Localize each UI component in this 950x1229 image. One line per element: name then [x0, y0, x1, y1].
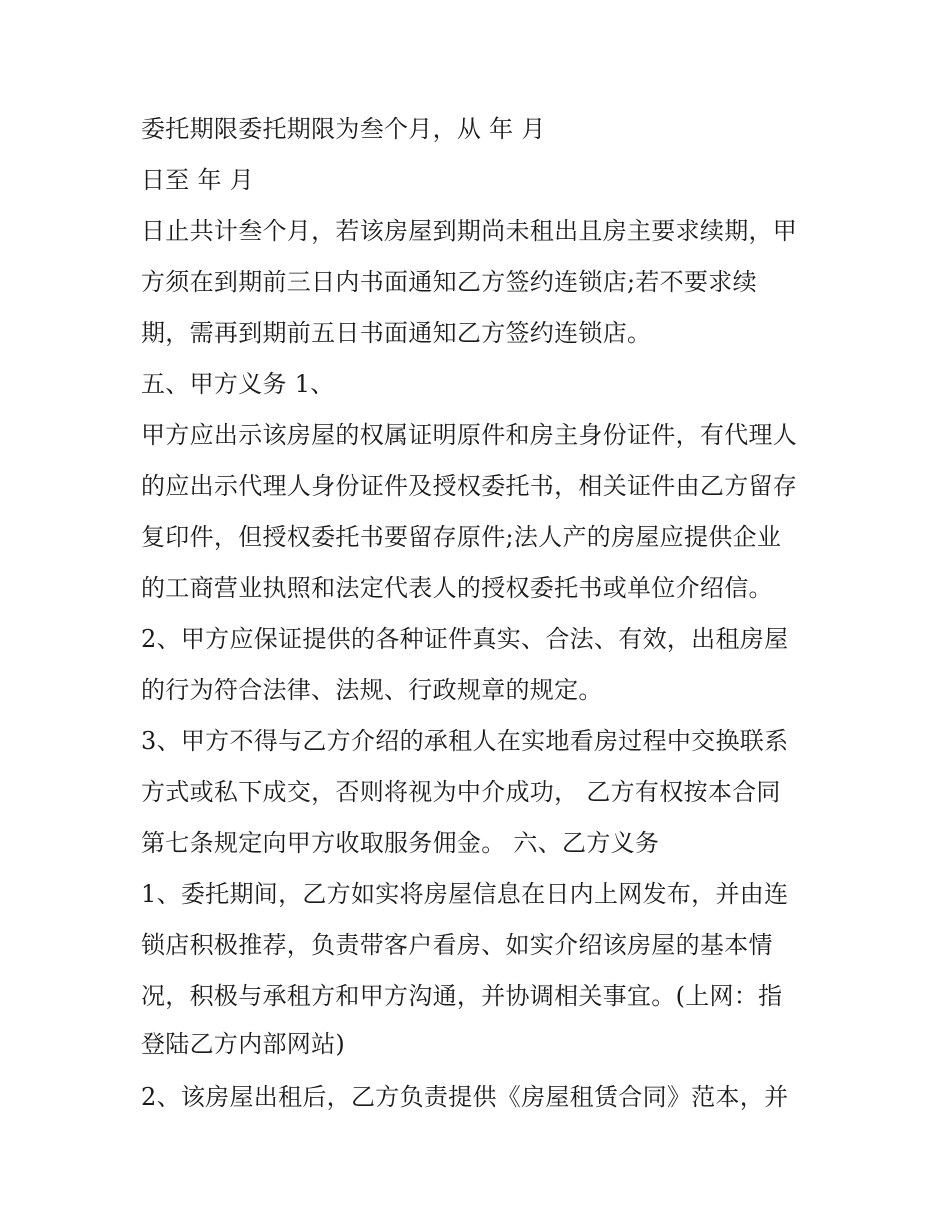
text-line: 3、甲方不得与乙方介绍的承租人在实地看房过程中交换联系 [141, 727, 789, 755]
text-line: 况，积极与承租方和甲方沟通，并协调相关事宜。(上网：指 [141, 982, 783, 1010]
text-line: 委托期限委托期限为叁个月，从 年 月 [141, 115, 546, 143]
text-line: 的工商营业执照和法定代表人的授权委托书或单位介绍信。 [141, 574, 773, 602]
text-line: 期，需再到期前五日书面通知乙方签约连锁店。 [141, 319, 652, 347]
text-line: 第七条规定向甲方收取服务佣金。 六、乙方义务 [141, 829, 660, 857]
section-heading: 五、甲方义务 1、 [141, 370, 335, 398]
text-line: 2、该房屋出租后，乙方负责提供《房屋租赁合同》范本，并 [141, 1083, 789, 1111]
text-line: 复印件，但授权委托书要留存原件;法人产的房屋应提供企业 [141, 523, 782, 551]
text-line: 1、委托期间，乙方如实将房屋信息在日内上网发布，并由连 [141, 880, 789, 908]
text-line: 甲方应出示该房屋的权属证明原件和房主身份证件，有代理人 [141, 421, 798, 449]
text-line: 锁店积极推荐，负责带客户看房、如实介绍该房屋的基本情 [141, 931, 773, 959]
text-line: 的应出示代理人身份证件及授权委托书，相关证件由乙方留存 [141, 472, 798, 500]
text-line: 方须在到期前三日内书面通知乙方签约连锁店;若不要求续 [141, 268, 757, 296]
text-line: 登陆乙方内部网站) [141, 1030, 346, 1058]
text-line: 方式或私下成交，否则将视为中介成功， 乙方有权按本合同 [141, 778, 781, 806]
text-line: 日至 年 月 [141, 166, 255, 194]
text-line: 的行为符合法律、法规、行政规章的规定。 [141, 676, 603, 704]
text-line: 日止共计叁个月，若该房屋到期尚未租出且房主要求续期，甲 [141, 217, 798, 245]
text-line: 2、甲方应保证提供的各种证件真实、合法、有效，出租房屋 [141, 625, 789, 653]
